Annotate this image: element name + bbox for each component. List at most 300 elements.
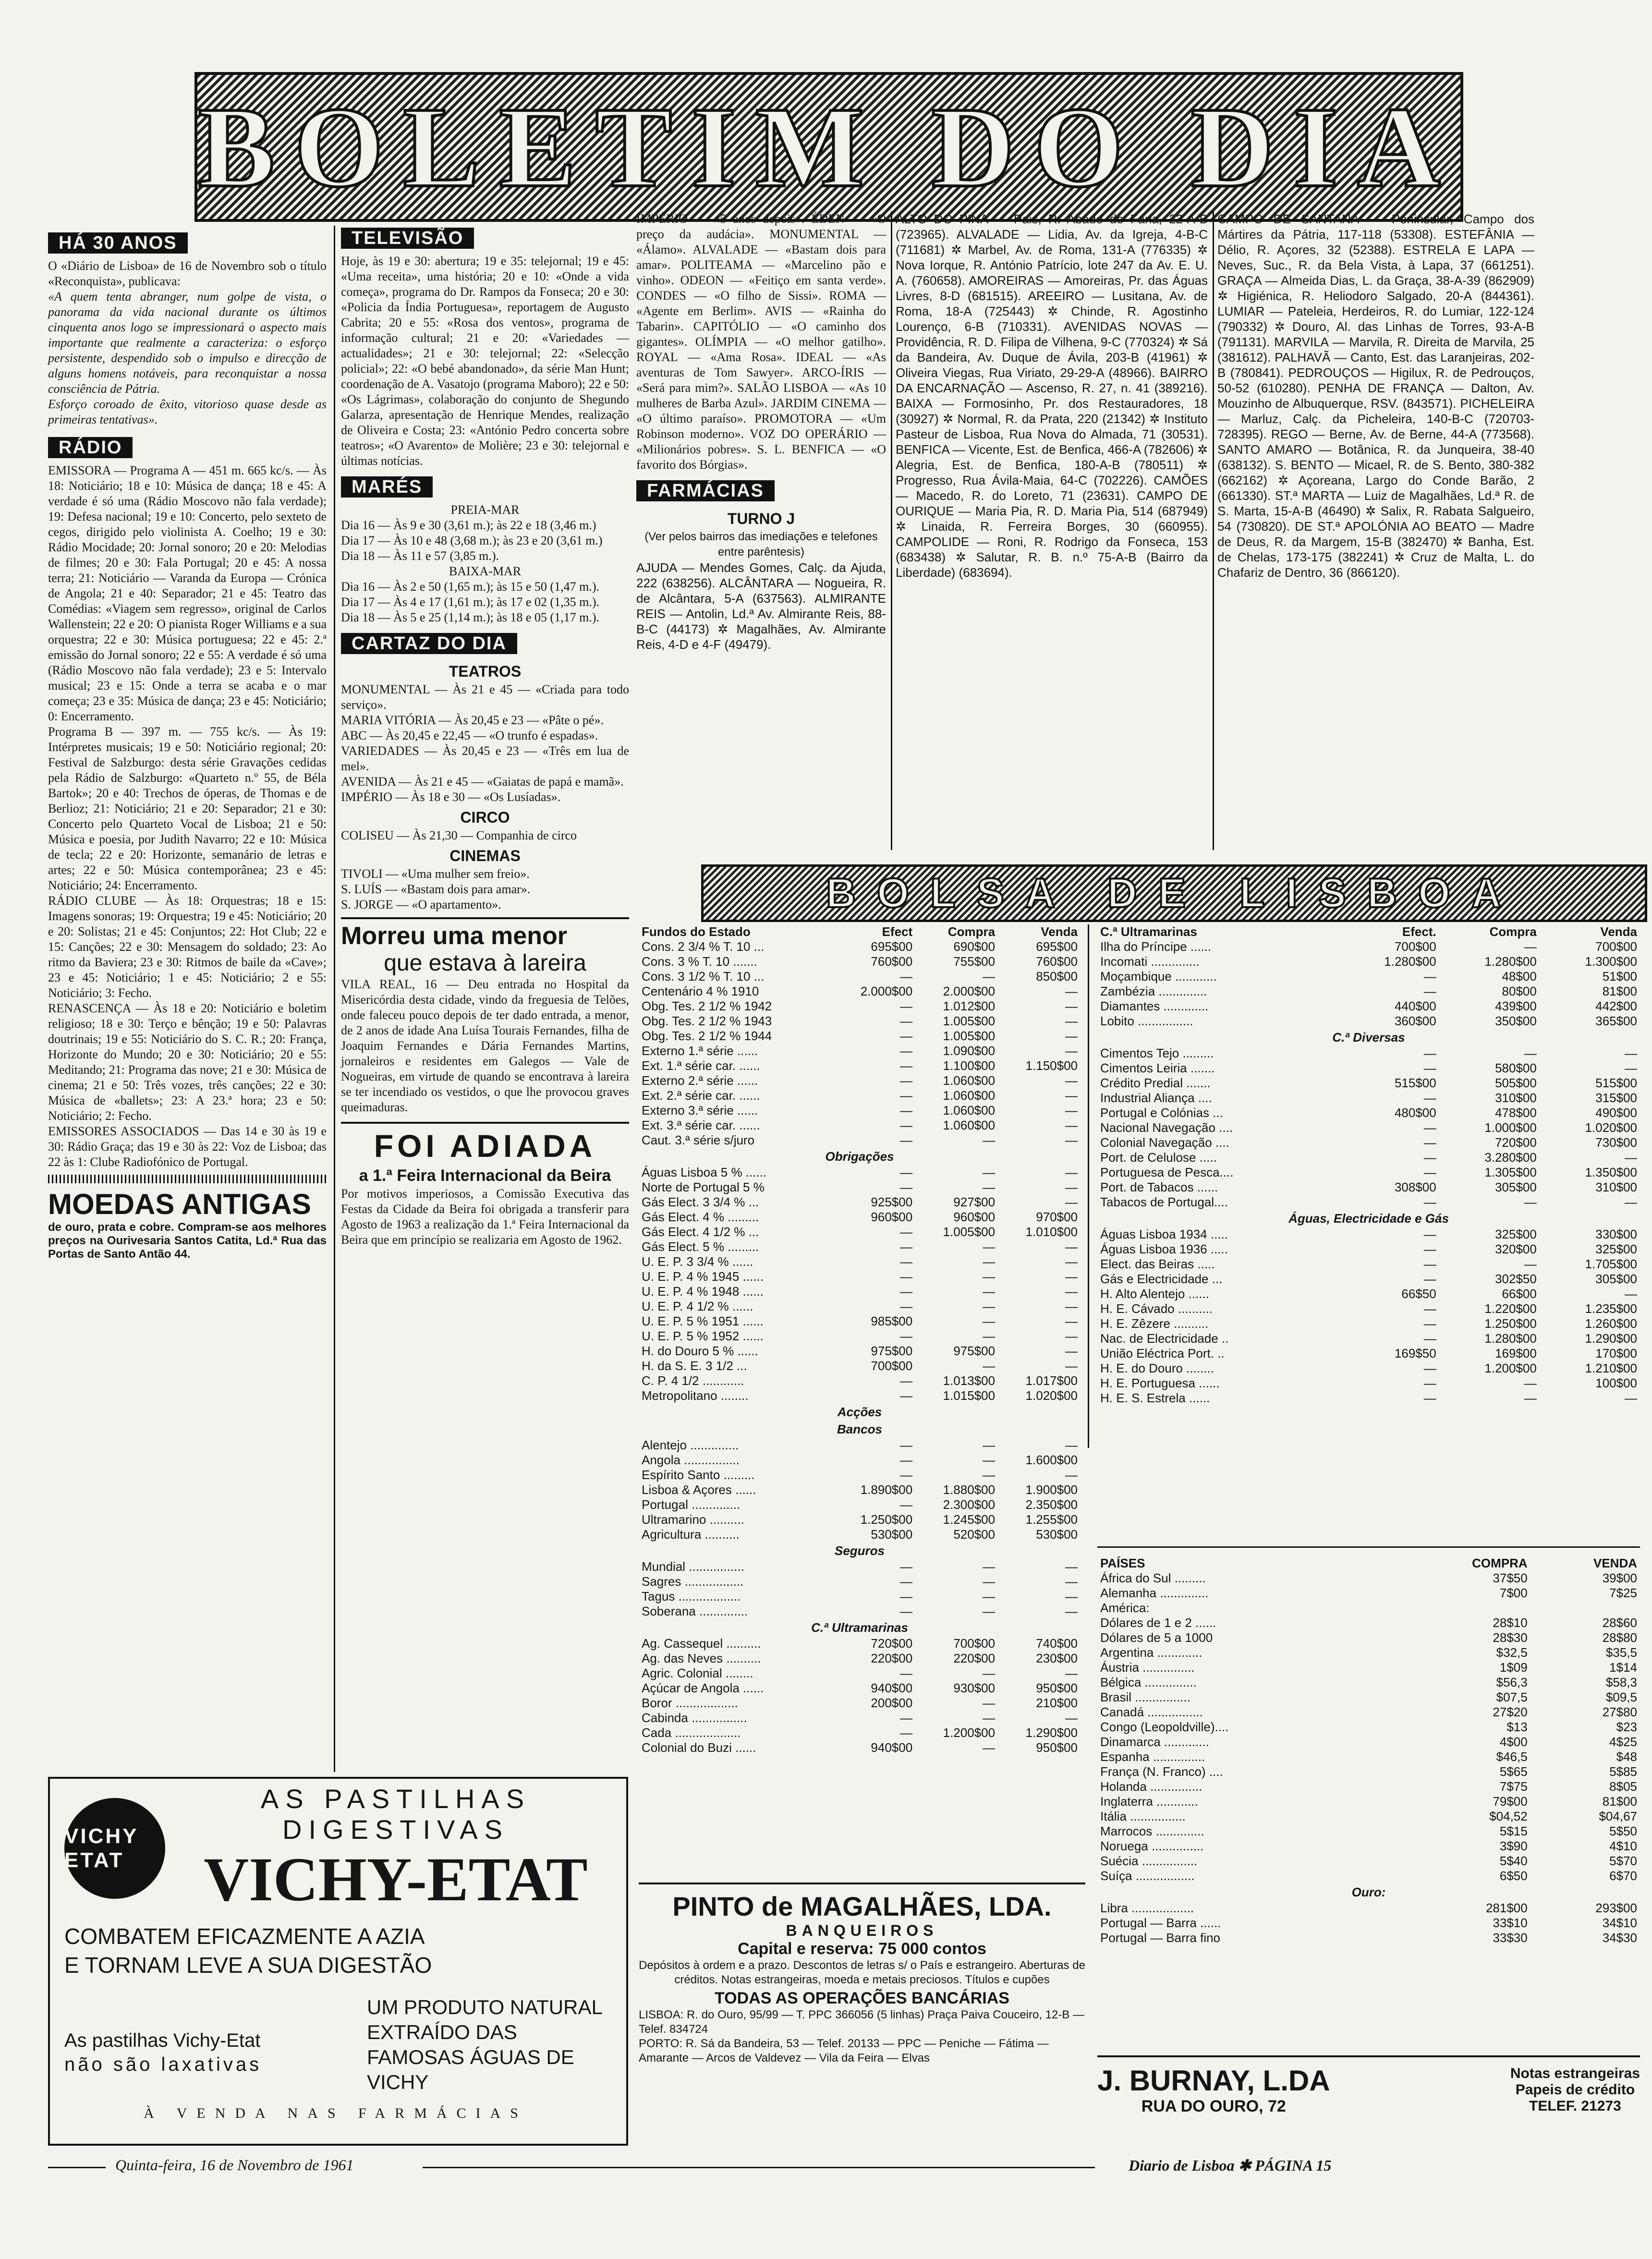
table-row — [1097, 1931, 1640, 1945]
table-cell: 2.000$00 — [860, 984, 913, 998]
table-row — [1097, 1287, 1640, 1301]
pinto-subtitle: BANQUEIROS — [786, 1922, 938, 1939]
table-cell: — — [1423, 1272, 1436, 1286]
table-row — [639, 954, 1081, 969]
farmacias-turno: TURNO J — [727, 510, 795, 527]
table-cell: 1.200$00 — [943, 1725, 996, 1740]
section-row — [639, 1403, 1081, 1421]
row-label: H. E. Portuguesa ...... — [1100, 1376, 1220, 1390]
farmacias-list-2: ALTO DO PINA — Pais, R. Abade de Faria, 22-A-B (723965). ALVALADE — Lidia, Av. da Igreja, 4-B-C (711681) ✲ Marbel, Av. de Roma, 131-A (776335) ✲ Nova Iorque, R. António Patrício, lote 247 da Av. E. U. A. (760658). AMOREIRAS — Amoreiras, Pr. das Águas Livres, 8-D (681515). AREEIRO — Lusitana, Av. de Roma, 18-A (725443) ✲ Chinde, R. Agostinho Lourenço, 6-B (710331). AVENIDAS NOVAS — Providência, R. D. Filipa de Vilhena, 9-C (770324) ✲ Sá da Bandeira, Av. Duque de Ávila, 203-B (41961) ✲ Oliveira Viegas, Rua Viriato, 29-29-A (48966). BAIRRO DA ENCARNAÇÃO — Ascenso, R. 27, n. 41 (389216). BAIXA — Formosinho, Pr. dos Restauradores, 18 (30927) ✲ Normal, R. da Prata, 220 (21342) ✲ Instituto Pasteur de Lisboa, Rua Nova do Almada, 71 (30531). BENFICA — Vicente, Est. de Benfica, 466-A (782606) ✲ Alegria, Est. de Benfica, 180-A-B (780511) ✲ Progresso, Rua Ávila-Maia, 64-C (702226). CAMÕES — Macedo, R. do Loreto, 71 (23631). CAMPO DE OURIQUE — Maria Pia, R. D. Maria Pia, 514 (687949) ✲ Linaida, R. Ferreira Borges, 30 (660955). CAMPOLIDE — Roni, R. Rodrigo da Fonseca, 153 (683438) ✲ Salutar, R. B. n.º 75-A-B (Bairro da Liberdade) (683694). — [896, 212, 1208, 580]
row-label: Externo 2.ª série ...... — [642, 1073, 758, 1088]
table-cell: — — [900, 1225, 913, 1239]
table-cell: $48 — [1616, 1749, 1637, 1764]
table-cell: — — [1065, 1344, 1078, 1358]
table-cell: — — [983, 1589, 996, 1603]
table-cell: 7$00 — [1499, 1586, 1528, 1600]
table-cell: 1.017$00 — [1025, 1373, 1078, 1388]
teatros-label: TEATROS — [449, 663, 522, 680]
table-row — [639, 1681, 1081, 1696]
row-label: Ag. das Neves .......... — [642, 1651, 761, 1665]
table-cell: — — [900, 1044, 913, 1058]
table-cell: — — [900, 1329, 913, 1343]
cinemas-label: CINEMAS — [449, 847, 521, 864]
row-label: Elect. das Beiras ..... — [1100, 1257, 1215, 1271]
table-cell: — — [1423, 1120, 1436, 1135]
column-header: Efect. — [1402, 924, 1436, 939]
table-row — [639, 1482, 1081, 1497]
table-cell: $07,5 — [1496, 1690, 1528, 1704]
table-cell: 1.890$00 — [860, 1482, 913, 1497]
row-label: Cabinda ................ — [642, 1711, 747, 1725]
table-cell: — — [983, 1696, 996, 1710]
table-cell: — — [1065, 1180, 1078, 1194]
table-cell: — — [900, 1284, 913, 1299]
row-label: Ext. 3.ª série car. ...... — [642, 1118, 760, 1132]
table-cell: — — [900, 1014, 913, 1028]
table-cell: 302$50 — [1495, 1272, 1537, 1286]
column-header: Compra — [947, 924, 996, 939]
table-row — [1097, 1839, 1640, 1854]
table-cell: — — [900, 1103, 913, 1117]
table-cell: — — [900, 1239, 913, 1254]
moedas-title: MOEDAS ANTIGAS — [48, 1188, 311, 1220]
cinema-sao-luis: S. LUÍS — «Bastam dois para amar». — [341, 882, 531, 896]
row-label: Tagus .................. — [642, 1589, 741, 1603]
burnay-address: RUA DO OURO, 72 — [1141, 2097, 1286, 2115]
table-row — [1097, 1361, 1640, 1376]
table-cell: — — [1423, 1046, 1436, 1060]
table-cell: 100$00 — [1595, 1376, 1637, 1390]
table-cell: 690$00 — [953, 939, 996, 954]
table-cell: 1.245$00 — [943, 1512, 996, 1527]
table-cell: 7$25 — [1609, 1586, 1637, 1600]
table-cell: — — [1065, 1314, 1078, 1328]
table-cell: — — [1065, 1103, 1078, 1117]
televisao-body: Hoje, às 19 e 30: abertura; 19 e 35: telejornal; 19 e 45: «Uma receita», uma história; 20 e 10: «Onde a vida começa», programa do Dr. Rampos da Fonseca; 20 e 30: «Policia da Índia Portuguesa», reportagem de Augusto Cabrita; 20 e 55: «Rosa dos ventos», programa de informação cultural; 21 e 20: «Variedades — actualidades»; 21 e 30: telejornal; 22: «Selecção policial»; 22: «O bebé abandonado», da série Man Hunt; coordenação de A. Vasatojo (programa Maboro); 22 e 50: «Os Lágrimas», colaboração do conjunto de Shegundo Galarza, apresentação de Henrique Mendes, realização de Oliveira e Costa; 23: «António Pedro concerta sobre teatros»; «O Avarento» de Molière; 23 e 30: telejornal e últimas notícias. — [341, 254, 629, 468]
column-header: Fundos do Estado — [642, 924, 751, 939]
table-cell: 1.250$00 — [860, 1512, 913, 1527]
table-row — [1097, 1331, 1640, 1346]
row-label: Nacional Navegação .... — [1100, 1120, 1233, 1135]
table-cell: 27$80 — [1602, 1705, 1637, 1719]
table-cell: — — [1065, 1438, 1078, 1452]
bolsa-table-fundos — [639, 924, 1081, 1755]
table-cell: 27$20 — [1493, 1705, 1528, 1719]
table-cell: 305$00 — [1495, 1180, 1537, 1194]
farmacias-note: (Ver pelos bairros das imediações e telefones entre parêntesis) — [644, 530, 878, 559]
table-cell: 580$00 — [1495, 1061, 1537, 1075]
column-rule — [1088, 924, 1089, 1448]
row-label: Obg. Tes. 2 1/2 % 1944 — [642, 1029, 772, 1043]
table-row — [639, 1165, 1081, 1180]
table-row — [1097, 1150, 1640, 1165]
table-cell: 1.250$00 — [1484, 1316, 1537, 1331]
table-cell: 310$00 — [1595, 1180, 1637, 1194]
table-row — [639, 1589, 1081, 1604]
table-cell: 28$60 — [1602, 1615, 1637, 1630]
table-cell: 925$00 — [871, 1195, 913, 1209]
table-row — [639, 1058, 1081, 1073]
row-label: Ag. Cassequel .......... — [642, 1636, 761, 1651]
table-cell: 310$00 — [1495, 1091, 1537, 1105]
table-cell: — — [900, 1058, 913, 1073]
table-cell: — — [1423, 1227, 1436, 1241]
table-cell: 950$00 — [1036, 1740, 1078, 1755]
table-cell: 365$00 — [1595, 1014, 1637, 1028]
row-label: Obg. Tes. 2 1/2 % 1942 — [642, 999, 772, 1013]
table-row — [1097, 1135, 1640, 1150]
row-label: Gás Elect. 4 1/2 % ... — [642, 1225, 759, 1239]
table-cell: — — [900, 1165, 913, 1179]
teatro-maria-vitoria: MARIA VITÓRIA — Às 20,45 e 23 — «Pâte o pé». — [341, 713, 604, 727]
table-cell: 700$00 — [1394, 939, 1436, 954]
table-cell: 230$00 — [1036, 1651, 1078, 1665]
table-cell: 730$00 — [1595, 1135, 1637, 1150]
table-cell: — — [1065, 1029, 1078, 1043]
table-cell: 28$30 — [1493, 1630, 1528, 1645]
section-row — [639, 1619, 1081, 1636]
table-cell: 1.900$00 — [1025, 1482, 1078, 1497]
table-cell: 505$00 — [1495, 1076, 1537, 1090]
table-cell: — — [983, 1604, 996, 1618]
table-row — [639, 1029, 1081, 1044]
row-label: Agric. Colonial ........ — [642, 1666, 753, 1680]
table-cell: — — [1065, 984, 1078, 998]
row-label: Agricultura .......... — [642, 1527, 740, 1542]
table-row — [639, 1497, 1081, 1512]
table-cell: 4$00 — [1499, 1735, 1528, 1749]
bolsa-title: BOLSA DE LISBOA — [826, 870, 1522, 916]
row-label: Metropolitano ........ — [642, 1388, 749, 1403]
mares-header: MARÉS — [341, 476, 433, 498]
table-row — [1097, 1690, 1640, 1705]
table-cell: 975$00 — [871, 1344, 913, 1358]
table-cell: 1.060$00 — [943, 1088, 996, 1103]
table-row — [1097, 939, 1640, 954]
table-row — [639, 1559, 1081, 1574]
table-row — [1097, 1091, 1640, 1105]
table-cell: 490$00 — [1595, 1105, 1637, 1120]
table-cell: — — [900, 1073, 913, 1088]
table-row — [1097, 999, 1640, 1014]
row-label: H. E. do Douro ........ — [1100, 1361, 1214, 1375]
row-label: Alentejo .............. — [642, 1438, 739, 1452]
column-header: C.ª Ultramarinas — [1100, 924, 1197, 939]
table-cell: 1.020$00 — [1585, 1120, 1637, 1135]
table-cell: — — [900, 1725, 913, 1740]
vichy-pastilhas: As pastilhas Vichy-Etat — [64, 2030, 261, 2051]
table-cell: 478$00 — [1495, 1105, 1537, 1120]
table-row — [1097, 1346, 1640, 1361]
table-cell: 320$00 — [1495, 1242, 1537, 1256]
table-row — [639, 1512, 1081, 1527]
table-cell: 1.260$00 — [1585, 1316, 1637, 1331]
table-cell: 970$00 — [1036, 1210, 1078, 1224]
table-cell: — — [900, 1574, 913, 1589]
table-cell: 930$00 — [953, 1681, 996, 1695]
adiada-subtitle: a 1.ª Feira Internacional da Beira — [359, 1166, 611, 1185]
table-cell: — — [1423, 1316, 1436, 1331]
table-row — [639, 1225, 1081, 1239]
table-cell: $32,5 — [1496, 1645, 1528, 1660]
table-row — [639, 939, 1081, 954]
table-row — [1097, 1061, 1640, 1076]
table-cell: 720$00 — [1495, 1135, 1537, 1150]
table-cell: — — [900, 1711, 913, 1725]
row-label: Cons. 2 3/4 % T. 10 ... — [642, 939, 765, 954]
baixa-mar-17: Dia 17 — Às 4 e 17 (1,61 m.); às 17 e 02 (1,35 m.). — [341, 595, 599, 609]
table-cell: — — [983, 1133, 996, 1147]
radio-programa-b: Programa B — 397 m. — 755 kc/s. — Às 19: Intérpretes musicais; 19 e 50: Noticiário regional; 20: Festival de Salzburgo: desta série Gravações cedidas pela Rádio de Salzburgo: «Quarteto n.º 55, de Béla Bartok»; 20 e 40: Trechos de óperas, de Thomas e de Berlioz; 21: Noticiário; 21 e 20: Separador; 21 e 30: Concerto pelo Quarteto Vocal de Lisboa; 21 e 50: Música e poesia, por Judith Navarro; 22 e 10: Música de tecla; 22 e 20: Horizonte, semanário de letras e artes; 22 e 50: Música contemporânea; 23 e 45: Noticiário; 24: Encerramento. — [48, 725, 327, 892]
table-cell: 34$10 — [1602, 1916, 1637, 1930]
table-cell: 1.220$00 — [1484, 1301, 1537, 1316]
table-cell: — — [1524, 1376, 1537, 1390]
table-cell: — — [900, 1388, 913, 1403]
row-label: Espanha ............... — [1100, 1749, 1205, 1764]
table-row — [639, 1195, 1081, 1210]
table-cell: 6$70 — [1609, 1869, 1637, 1883]
circo-label: CIRCO — [460, 809, 510, 826]
pinto-capital: Capital e reserva: 75 000 contos — [738, 1940, 986, 1958]
table-cell: — — [1065, 1044, 1078, 1058]
table-cell: 1.015$00 — [943, 1388, 996, 1403]
row-label: Cons. 3 % T. 10 ....... — [642, 954, 757, 969]
row-label: Libra .................. — [1100, 1901, 1194, 1915]
column-header: Venda — [1041, 924, 1078, 939]
table-cell: 39$00 — [1602, 1571, 1637, 1585]
pinto-title: PINTO de MAGALHÃES, LDA. — [672, 1891, 1052, 1921]
table-row — [639, 1604, 1081, 1619]
table-row — [1097, 1376, 1640, 1391]
row-label: Port. de Celulose ..... — [1100, 1150, 1217, 1165]
row-label: H. E. Cávado .......... — [1100, 1301, 1213, 1316]
ha-30-anos-quote-end: Esforço coroado de êxito, vitorioso quase desde as primeiras tentativas». — [48, 397, 327, 426]
table-row — [1097, 1586, 1640, 1601]
table-cell: 1.705$00 — [1585, 1257, 1637, 1271]
table-cell: — — [1423, 1195, 1436, 1209]
radio-renascenca: RENASCENÇA — Às 18 e 20: Noticiário e boletim religioso; 18 e 30: Terço e bênção; 19 e 50: Palavras doutrinais; 19 e 55: Noticiário do S. C. R.; 20: França, Horizonte do Mundo; 20 e 30: Noticiário; 20 e 55: Meditando; 21: Programa das nove; 21 e 30: Música de cinema; 21 e 50: Três vozes, três canções; 22 e 30: Música de «ballets»; 23: A 23.ª hora; 23 e 50: Noticiário; 2: Fecho. — [48, 1001, 327, 1123]
table-cell: — — [1423, 1331, 1436, 1346]
table-row — [639, 1180, 1081, 1195]
vichy-extraido: EXTRAÍDO DAS FAMOSAS ÁGUAS DE VICHY — [367, 2021, 574, 2093]
table-cell: — — [900, 1180, 913, 1194]
section-label: Ouro: — [1351, 1884, 1386, 1899]
table-row — [1097, 1105, 1640, 1120]
table-row — [1097, 1901, 1640, 1916]
section-row — [1097, 1029, 1640, 1046]
morreu-body: VILA REAL, 16 — Deu entrada no Hospital da Misericórdia desta cidade, vindo da freguesia de Telões, onde faleceu pouco depois de ter dado entrada, a menor, de 2 anos de idade Ana Luísa Tourais Fernandes, filha de Joaquim Fernandes e Dária Fernandes Martins, jornaleiros e residentes em Galegos — Vale de Nogueiras, em virtude de quando se encontrava à lareira se ter incendiado os vestidos, o que lhe provocou graves queimaduras. — [341, 977, 629, 1114]
table-cell: — — [983, 1239, 996, 1254]
table-cell: 4$10 — [1609, 1839, 1637, 1853]
table-cell: 2.000$00 — [943, 984, 996, 998]
table-cell: — — [1065, 1239, 1078, 1254]
table-cell: 1.300$00 — [1585, 954, 1637, 969]
row-label: Ultramarino .......... — [642, 1512, 744, 1527]
table-cell: — — [1524, 1257, 1537, 1271]
table-row — [639, 1133, 1081, 1148]
row-label: Incomati .............. — [1100, 954, 1200, 969]
section-row — [639, 1421, 1081, 1438]
table-cell: 985$00 — [871, 1314, 913, 1328]
table-cell: 5$40 — [1499, 1854, 1528, 1868]
row-label: Açúcar de Angola ...... — [642, 1681, 764, 1695]
table-cell: — — [900, 969, 913, 984]
ultramarinas-table — [1097, 924, 1640, 1406]
row-label: Externo 3.ª série ...... — [642, 1103, 758, 1117]
table-cell: 1.235$00 — [1585, 1301, 1637, 1316]
preia-mar-label: PREIA-MAR — [450, 503, 520, 517]
table-cell: 281$00 — [1485, 1901, 1528, 1915]
table-cell: 28$80 — [1602, 1630, 1637, 1645]
table-row — [639, 1388, 1081, 1403]
table-cell: 960$00 — [871, 1210, 913, 1224]
ha-30-anos-header: HÁ 30 ANOS — [48, 232, 188, 254]
radio-emissora: EMISSORA — Programa A — 451 m. 665 kc/s. — Às 18: Noticiário; 18 e 10: Música de dança; 18 e 45: A verdade é só uma (Rádio Moscovo não fala verdade); 19: Defesa nacional; 19 e 10: Concerto, pelo sexteto de cegos, dirigido pelo violinista A. Coelho; 19 e 30: Rádio Mocidade; 20: Jornal sonoro; 20 e 20: Melodias de filmes; 20 e 30: Fala Portugal; 20 e 45: A nossa terra; 21: Noticiário — Varanda da Europa — Crónica de Angola; 21 e 40: Separador; 21 e 45: Teatro das Comédias: «Viagem sem regresso», original de Carlos Wallenstein; 22 e 20: O pianista Roger Williams e a sua orquestra; 22 e 30: Música portuguesa; 22 e 45: 2.ª emissão do Jornal sonoro; 22 e 55: A verdade é só uma (Rádio Moscovo não fala verdade); 23 e 5: Intervalo musical; 23 e 15: Onde a terra se acaba e o mar começa; 23 e 35: Música de dança; 23 e 45: Noticiário; 0: Encerramento. — [48, 463, 327, 723]
table-row — [639, 1088, 1081, 1103]
table-cell: 33$10 — [1493, 1916, 1528, 1930]
pinto-lisboa: LISBOA: R. do Ouro, 95/99 — T. PPC 366056 (5 linhas) Praça Paiva Couceiro, 12-B — Telef. 834724 — [639, 2008, 1085, 2036]
row-label: Cons. 3 1/2 % T. 10 ... — [642, 969, 765, 984]
table-cell: 51$00 — [1602, 969, 1637, 984]
table-cell: — — [900, 1269, 913, 1284]
teatro-variedades: VARIEDADES — Às 20,45 e 23 — «Três em lua de mel». — [341, 744, 629, 773]
fundos-table — [639, 924, 1081, 1755]
table-row — [1097, 954, 1640, 969]
row-label: Caut. 3.ª série s/juro — [642, 1133, 755, 1147]
table-cell: 760$00 — [871, 954, 913, 969]
row-label: Crédito Predial ....... — [1100, 1076, 1211, 1090]
vichy-ad — [48, 1777, 628, 2146]
table-cell: 700$00 — [1595, 939, 1637, 954]
table-row — [639, 1314, 1081, 1329]
table-cell: — — [900, 1088, 913, 1103]
table-cell: — — [983, 1254, 996, 1269]
cambios-table — [1097, 1556, 1640, 1945]
table-cell: 940$00 — [871, 1740, 913, 1755]
table-row — [1097, 1916, 1640, 1931]
table-cell: 1.005$00 — [943, 1029, 996, 1043]
table-cell: 81$00 — [1602, 984, 1637, 998]
circo-coliseu: COLISEU — Às 21,30 — Companhia de circo — [341, 828, 577, 842]
section-label: C.ª Ultramarinas — [811, 1620, 908, 1635]
table-cell: — — [1065, 1329, 1078, 1343]
teatro-abc: ABC — Às 20,45 e 22,45 — «O trunfo é espadas». — [341, 729, 598, 742]
row-label: Áustria ............... — [1100, 1660, 1195, 1675]
table-cell: — — [1065, 1073, 1078, 1088]
table-row — [639, 1438, 1081, 1453]
row-label: C. P. 4 1/2 ............ — [642, 1373, 744, 1388]
table-cell: — — [1065, 1559, 1078, 1574]
televisao-header: TELEVISÃO — [341, 228, 474, 249]
table-cell: 720$00 — [871, 1636, 913, 1651]
row-label: Argentina ............. — [1100, 1645, 1203, 1660]
table-cell: 850$00 — [1036, 969, 1078, 984]
row-label: Industrial Aliança .... — [1100, 1091, 1212, 1105]
table-cell: — — [1065, 1165, 1078, 1179]
table-cell: 315$00 — [1595, 1091, 1637, 1105]
column-header: Venda — [1600, 924, 1637, 939]
table-cell: 530$00 — [871, 1527, 913, 1542]
table-cell: — — [983, 1165, 996, 1179]
table-cell: 3$90 — [1499, 1839, 1528, 1853]
table-cell: 695$00 — [1036, 939, 1078, 954]
row-label: Lobito ................ — [1100, 1014, 1193, 1028]
table-cell: — — [983, 1329, 996, 1343]
table-cell: — — [900, 1497, 913, 1512]
table-cell: 330$00 — [1595, 1227, 1637, 1241]
row-label: Bélgica ............... — [1100, 1675, 1197, 1689]
table-row — [1097, 1014, 1640, 1029]
table-header-row — [1097, 1556, 1640, 1571]
preia-mar-18: Dia 18 — Às 11 e 57 (3,85 m.). — [341, 549, 499, 563]
cinema-sao-jorge: S. JORGE — «O apartamento». — [341, 898, 501, 911]
row-label: Ext. 1.ª série car. ...... — [642, 1058, 760, 1073]
table-row — [639, 1239, 1081, 1254]
footer-date: Quinta-feira, 16 de Novembro de 1961 — [115, 2156, 354, 2174]
table-cell: — — [900, 1589, 913, 1603]
table-cell: — — [983, 1284, 996, 1299]
table-cell — [1395, 1601, 1531, 1615]
table-cell: — — [1423, 1301, 1436, 1316]
table-row — [1097, 1749, 1640, 1764]
table-row — [639, 1373, 1081, 1388]
row-label: Gás e Electricidade ... — [1100, 1272, 1223, 1286]
row-label: Zambézia .............. — [1100, 984, 1207, 998]
section-row — [1097, 1883, 1640, 1901]
row-label: Portugal e Colónias ... — [1100, 1105, 1223, 1120]
table-row — [639, 1696, 1081, 1711]
section-label: Águas, Electricidade e Gás — [1288, 1211, 1449, 1226]
section-label: Seguros — [834, 1543, 885, 1558]
row-label: Noruega ............... — [1100, 1839, 1204, 1853]
bolsa-title-bar — [701, 864, 1647, 922]
row-label: Ilha do Príncipe ...... — [1100, 939, 1212, 954]
table-row — [1097, 1301, 1640, 1316]
table-cell: 48$00 — [1502, 969, 1537, 984]
moedas-body: de ouro, prata e cobre. Compram-se aos melhores preços na Ourivesaria Santos Catita, Ld.ª Rua das Portas de Santo Antão 44. — [48, 1221, 327, 1261]
table-cell: 169$50 — [1394, 1346, 1436, 1360]
table-cell: 81$00 — [1602, 1794, 1637, 1809]
table-row — [1097, 1660, 1640, 1675]
table-cell: — — [983, 1468, 996, 1482]
section-label: C.ª Diversas — [1332, 1030, 1405, 1044]
table-cell: — — [1625, 1046, 1637, 1060]
table-cell: — — [1423, 1150, 1436, 1165]
table-cell: — — [1065, 1468, 1078, 1482]
table-cell: 66$50 — [1401, 1287, 1436, 1301]
row-label: Marrocos .............. — [1100, 1824, 1204, 1838]
table-row — [1097, 1195, 1640, 1210]
table-row — [639, 1453, 1081, 1468]
table-cell: 760$00 — [1036, 954, 1078, 969]
footer-rule — [423, 2167, 1095, 2168]
row-label: Norte de Portugal 5 % — [642, 1180, 765, 1194]
row-label: Portuguesa de Pesca.... — [1100, 1165, 1234, 1179]
bolsa-table-cambios — [1097, 1556, 1640, 1945]
table-cell: 5$50 — [1609, 1824, 1637, 1838]
table-row — [639, 1636, 1081, 1651]
table-cell: — — [1423, 1242, 1436, 1256]
table-row — [639, 1344, 1081, 1359]
table-cell: — — [983, 1299, 996, 1313]
table-cell: — — [900, 1254, 913, 1269]
table-cell: 740$00 — [1036, 1636, 1078, 1651]
table-cell: — — [1524, 939, 1537, 954]
table-cell: $04,52 — [1489, 1809, 1528, 1823]
row-label: Angola ................ — [642, 1453, 740, 1467]
table-cell: 28$10 — [1493, 1615, 1528, 1630]
row-label: Colonial do Buzi ...... — [642, 1740, 756, 1755]
